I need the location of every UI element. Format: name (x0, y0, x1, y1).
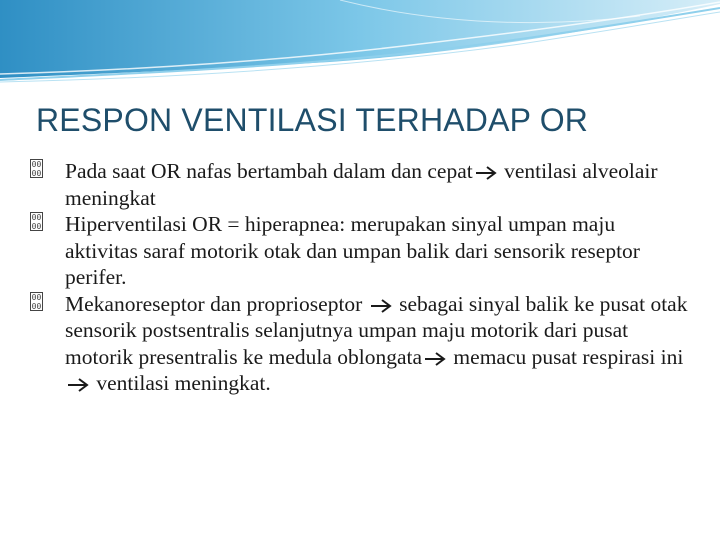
bullet-text: ventilasi alveolair meningkat (65, 159, 658, 210)
bullet-marker-icon: 00 00 (31, 160, 42, 178)
bullet-text: Pada saat OR nafas bertambah dalam dan cepat (65, 159, 473, 183)
slide-body (30, 158, 690, 397)
bullet-marker-icon: 00 00 (31, 213, 42, 231)
bullet-text: Hiperventilasi OR = hiperapnea: merupakan sinyal umpan maju aktivitas saraf motorik otak dan umpan balik dari sensorik reseptor perifer. (65, 212, 640, 289)
arrow-right-icon (424, 352, 446, 366)
arrow-right-icon (475, 166, 497, 180)
header-wave-decoration (0, 0, 720, 90)
bullet-text: memacu pusat respirasi ini (448, 344, 684, 369)
slide-title: RESPON VENTILASI TERHADAP OR (36, 102, 589, 138)
bullet-text: ventilasi meningkat. (91, 371, 271, 395)
bullet-item (30, 291, 690, 397)
bullet-item (30, 158, 690, 211)
bullet-text: sebagai sinyal balik ke pusat otak sensorik postsentralis selanjutnya umpan maju motorik dari pusat motorik presentralis ke medula oblongata (65, 291, 688, 369)
bullet-text: Mekanoreseptor dan proprioseptor (65, 291, 368, 316)
bullet-marker-icon: 00 00 (31, 292, 42, 311)
bullet-item (30, 211, 690, 291)
arrow-right-icon (370, 299, 392, 313)
arrow-right-icon (67, 378, 89, 392)
